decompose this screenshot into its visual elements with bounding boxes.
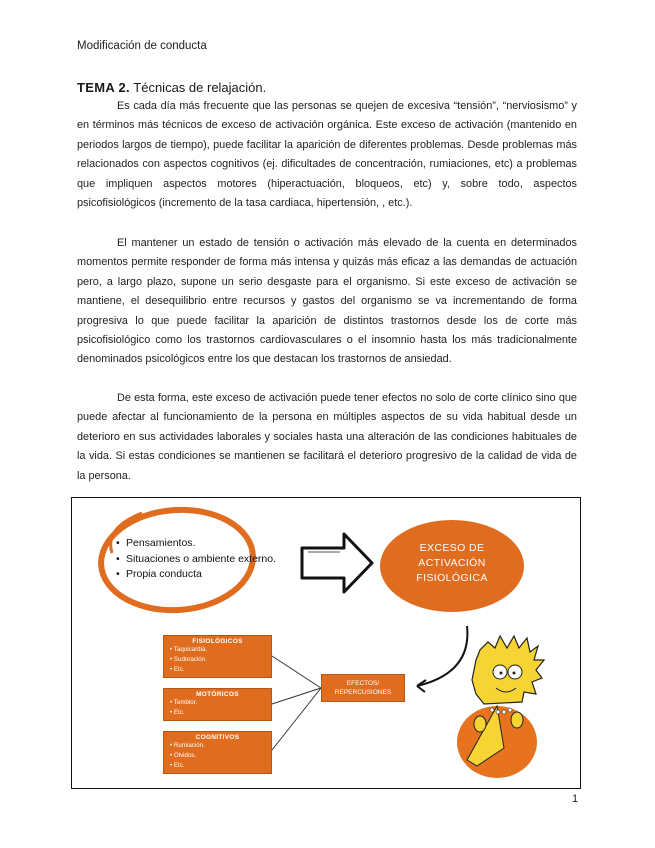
- paragraph-2-text: El mantener un estado de tensión o activación más elevado de la cuenta en determinados momentos permite responder de forma más intensa y quizás más eficaz a las demandas de actuación pero, a largo plazo, supone un serio desgaste para el organismo. Si este exceso de activación se mantiene, el desequilibrio entre recursos y gastos del organismo se va incrementando de forma progresiva lo que puede facilitar la aparición de distintos trastornos desde los de corte más psicofisiológico como los trastornos cardiovasculares o el insomnio hasta los más tradicionalmente denominados psicológicos entre los que destacan los trastornos de ansiedad.: [77, 237, 577, 366]
- cognitivos-heading: COGNITIVOS: [195, 734, 240, 741]
- fisiologicos-heading: FISIOLÓGICOS: [192, 638, 243, 645]
- motoricos-heading: MOTÓRICOS: [196, 691, 239, 698]
- box-item: • Olvidos.: [170, 752, 197, 759]
- page-header: Modificación de conducta: [77, 40, 207, 52]
- curved-arrow-head-icon: [417, 680, 426, 692]
- paragraph-1-text: Es cada día más frecuente que las personas se quejen de excesiva “tensión”, “nerviosismo” y en términos más técnicos de exceso de activación orgánica. Este exceso de activación (mantenido en periodos largos de tiempo), puede facilitar la aparición de diferentes problemas. Desde problemas más relacionados con aspectos cognitivos (ej. dificultades de concentración, rumiaciones, etc) a problemas que impliquen aspectos motores (hiperactuación, bloqueos, etc) y, sobre todo, aspectos psicofisiológicos (incremento de la tasa cardiaca, hipertensión, , etc.).: [77, 100, 577, 210]
- box-item: • Etc.: [170, 762, 185, 769]
- box-item: • Etc.: [170, 666, 185, 673]
- section-title: [77, 80, 266, 95]
- cause-item: • Situaciones o ambiente externo.: [116, 552, 276, 568]
- box-item: • Etc.: [170, 709, 185, 716]
- paragraph-1: [77, 97, 577, 213]
- box-item: • Taquicardia.: [170, 646, 208, 653]
- box-item: • Sudoración.: [170, 656, 207, 663]
- box-item: • Rumiación.: [170, 742, 205, 749]
- cartoon-girl-illustration: [457, 636, 544, 778]
- causes-list: [116, 536, 276, 583]
- line-to-motoricos: [272, 688, 321, 704]
- motoricos-box: [163, 688, 272, 721]
- activation-oval-label: EXCESO DE ACTIVACIÓN FISIOLÓGICA: [416, 542, 488, 584]
- section-title-text: Técnicas de relajación.: [129, 80, 267, 95]
- paragraph-3-text: De esta forma, este exceso de activación puede tener efectos no solo de corte clínico sino que puede afectar al funcionamiento de la persona en múltiples aspectos de su vida habitual desde un deterioro en sus actividades laborales y sociales hasta una alteración de las condiciones habituales de la vida. Si estas condiciones se mantienen se facilitará el deterioro progresivo de la calidad de vida de la persona.: [77, 392, 577, 482]
- activation-diagram: [71, 497, 581, 789]
- line-to-fisiologicos: [272, 656, 321, 688]
- line-to-cognitivos: [272, 688, 321, 750]
- effects-box: EFECTOS/ REPERCUSIONES: [321, 674, 405, 702]
- paragraph-2: [77, 234, 577, 370]
- curved-arrow-line: [417, 626, 467, 686]
- cause-item: • Propia conducta: [116, 567, 276, 583]
- right-arrow-icon: [302, 534, 372, 592]
- cause-item: • Pensamientos.: [116, 536, 276, 552]
- cognitivos-box: [163, 731, 272, 774]
- fisiologicos-box: [163, 635, 272, 678]
- paragraph-3: [77, 389, 577, 486]
- section-number: TEMA 2.: [77, 80, 130, 95]
- box-item: • Temblor.: [170, 699, 198, 706]
- page-number: 1: [572, 793, 579, 805]
